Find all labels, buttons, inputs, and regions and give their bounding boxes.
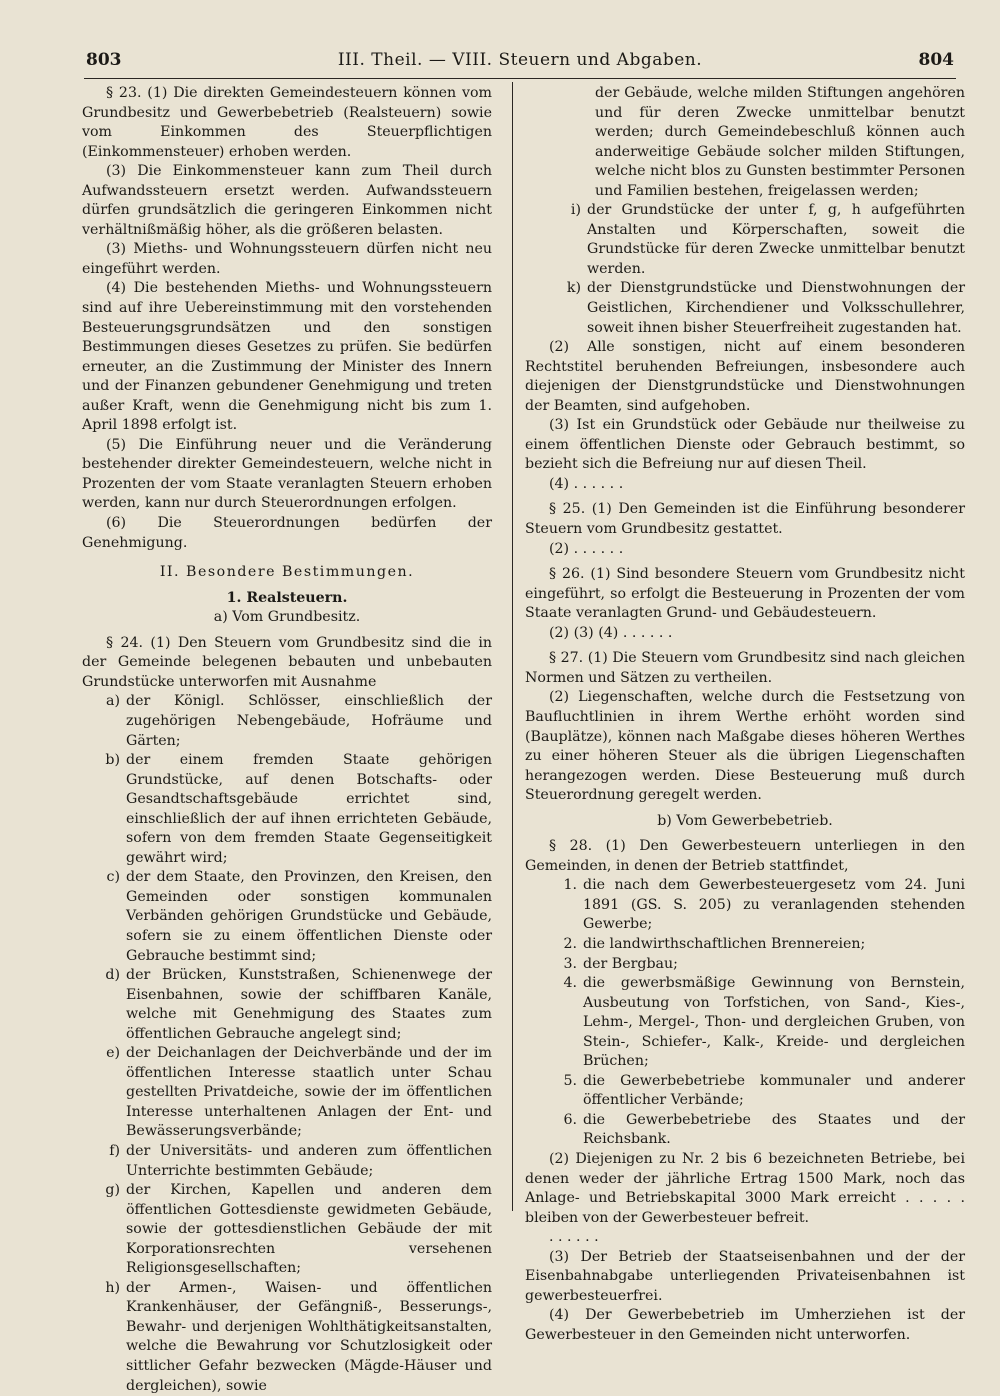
paragraph-28-3: (3) Der Betrieb der Staatseisenbahnen und der der Eisenbahnabgabe unterliegenden Privateisenbahnen ist gewerbesteuerfrei. bbox=[525, 1248, 965, 1304]
list-marker: 1. bbox=[563, 877, 577, 894]
list-marker: f) bbox=[109, 1142, 120, 1159]
paragraph-24-1: § 24. (1) Den Steuern vom Grundbesitz sind die in der Gemeinde belegenen bebauten und unbebauten Grundstücke unterworfen mit Ausnahme bbox=[82, 634, 492, 690]
list-item bbox=[525, 955, 965, 975]
right-column bbox=[525, 84, 965, 1345]
list-text: der Dienstgrundstücke und Dienstwohnungen der Geistlichen, Kirchendiener und Volksschullehrer, soweit ihnen bisher Steuerfreiheit zugestanden hat. bbox=[587, 280, 965, 336]
list-text: der Deichanlagen der Deichverbände und der im öffentlichen Interesse staatlich unter Schau gestellten Privatdeiche, sowie der im öffentlichen Interesse unterhaltenen Anlagen der Ent- und Bewässerungsverbände; bbox=[126, 1045, 492, 1140]
list-item bbox=[82, 1279, 492, 1396]
list-item bbox=[525, 935, 965, 955]
list-text: der Grundstücke der unter f, g, h aufgeführten Anstalten und Körperschaften, soweit die Grundstücke für deren Zwecke unmittelbar benutzt werden. bbox=[587, 202, 965, 277]
paragraph-24-3: (3) Ist ein Grundstück oder Gebäude nur theilweise zu einem öffentlichen Dienste oder Gebrauch bestimmt, so bezieht sich die Befreiung nur auf diesen Theil. bbox=[525, 417, 965, 473]
list-marker: 6. bbox=[563, 1111, 577, 1128]
list-text: die Gewerbebetriebe des Staates und der Reichsbank. bbox=[583, 1111, 965, 1148]
header-rule bbox=[84, 78, 956, 79]
list-marker: a) bbox=[106, 693, 120, 710]
paragraph-28-2: (2) Diejenigen zu Nr. 2 bis 6 bezeichneten Betriebe, bei denen weder der jährliche Ertrag 1500 Mark, noch das Anlage- und Betriebskapital 3000 Mark erreicht . . . . . bleiben von der Gewerbesteuer befreit. bbox=[525, 1150, 965, 1226]
list-text: der Brücken, Kunststraßen, Schienenwege der Eisenbahnen, sowie der schiffbaren Kanäle, welche mit Genehmigung des Staates zum öffentlichen Gebrauche angelegt sind; bbox=[126, 967, 492, 1042]
paragraph-27-1: § 27. (1) Die Steuern vom Grundbesitz sind nach gleichen Normen und Sätzen zu vertheilen. bbox=[525, 650, 965, 686]
list-marker: i) bbox=[570, 202, 581, 219]
list-marker: e) bbox=[106, 1045, 120, 1062]
paragraph-28-1: § 28. (1) Den Gewerbesteuern unterliegen in den Gemeinden, in denen der Betrieb stattfindet, bbox=[525, 838, 965, 874]
list-text: die landwirthschaftlichen Brennereien; bbox=[583, 935, 866, 952]
list-item bbox=[82, 1142, 492, 1181]
ellipsis: . . . . . . bbox=[549, 1229, 599, 1246]
paragraph-23-6: (6) Die Steuerordnungen bedürfen der Genehmigung. bbox=[82, 515, 492, 551]
list-continuation-h: der Gebäude, welche milden Stiftungen angehören und für deren Zwecke unmittelbar benutzt werden; durch Gemeindebeschluß können auch anderweitige Gebäude solcher milden Stiftungen, welche nicht blos zu Gunsten bestimmter Personen und Familien bestehen, freigelassen werden; bbox=[595, 85, 965, 199]
paragraph-23-5: (5) Die Einführung neuer und die Veränderung bestehender direkter Gemeindesteuern, welche nicht in Prozenten der vom Staate veranlagten Steuern erhoben werden, kann nur durch Steuerordnungen erfolgen. bbox=[82, 436, 492, 512]
list-text: die gewerbsmäßige Gewinnung von Bernstein, Ausbeutung von Torfstichen, von Sand-, Kies-, Lehm-, Mergel-, Thon- und dergleichen Gruben, von Stein-, Schiefer-, Kalk-, Kreide- und dergleichen Brüchen; bbox=[583, 975, 965, 1070]
list-item bbox=[82, 1044, 492, 1142]
paragraph-24-4: (4) . . . . . . bbox=[549, 475, 624, 492]
page-number-left: 803 bbox=[86, 50, 122, 70]
paragraph-27-2: (2) Liegenschaften, welche durch die Festsetzung von Baufluchtlinien in ihrem Werthe erhöht worden sind (Bauplätze), können nach Maßgabe dieses höheren Werthes zu einer höheren Steuer als die übrigen Liegenschaften herangezogen werden. Diese Besteuerung muß durch Steuerordnung geregelt werden. bbox=[525, 689, 965, 804]
page-number-right: 804 bbox=[918, 50, 954, 70]
list-item bbox=[525, 201, 965, 279]
paragraph-25-2: (2) . . . . . . bbox=[549, 540, 624, 557]
paragraph-26-1: § 26. (1) Sind besondere Steuern vom Grundbesitz nicht eingeführt, so erfolgt die Besteuerung in Prozenten der vom Staate veranlagten Grund- und Gebäudesteuern. bbox=[525, 566, 965, 622]
list-item bbox=[525, 1111, 965, 1150]
list-item bbox=[525, 1072, 965, 1111]
list-marker: c) bbox=[106, 869, 120, 886]
paragraph-24-2: (2) Alle sonstigen, nicht auf einem besonderen Rechtstitel beruhenden Befreiungen, insbesondere auch diejenigen der Dienstgrundstücke und Dienstwohnungen der Beamten, sind aufgehoben. bbox=[525, 339, 965, 414]
list-item bbox=[82, 1181, 492, 1279]
list-text: der Bergbau; bbox=[583, 955, 678, 972]
list-text: der Armen-, Waisen- und öffentlichen Krankenhäuser, der Gefängniß-, Besserungs-, Bewahr- und derjenigen Wohlthätigkeitsanstalten, welche die Bewahrung vor Schutzlosigkeit oder sittlicher Gefahr bezwecken (Mägde-Häuser und dergleichen), sowie bbox=[126, 1279, 492, 1394]
heading-special-provisions: II. Besondere Bestimmungen. bbox=[159, 564, 415, 581]
heading-trade: b) Vom Gewerbebetrieb. bbox=[657, 812, 833, 829]
list-item bbox=[82, 966, 492, 1044]
heading-real-taxes: 1. Realsteuern. bbox=[226, 589, 348, 606]
list-text: der einem fremden Staate gehörigen Grundstücke, auf denen Botschafts- oder Gesandtschaftsgebäude errichtet sind, einschließlich der auf ihnen errichteten Gebäude, sofern von dem fremden Staate Gegenseitigkeit gewährt wird; bbox=[126, 752, 492, 866]
paragraph-28-4: (4) Der Gewerbebetrieb im Umherziehen ist der Gewerbesteuer in den Gemeinden nicht unterworfen. bbox=[525, 1307, 965, 1343]
left-column bbox=[82, 84, 492, 1396]
list-marker: 5. bbox=[563, 1072, 577, 1089]
list-marker: 3. bbox=[563, 955, 577, 972]
list-marker: d) bbox=[105, 967, 120, 984]
list-item bbox=[525, 974, 965, 1072]
paragraph-23-2: (3) Die Einkommensteuer kann zum Theil durch Aufwandssteuern ersetzt werden. Aufwandssteuern dürfen grundsätzlich die geringeren Einkommen nicht verhältnißmäßig höher, als die größeren belasten. bbox=[82, 163, 492, 238]
running-title: III. Theil. — VIII. Steuern und Abgaben. bbox=[337, 50, 703, 70]
list-marker: k) bbox=[566, 280, 581, 297]
list-text: die Gewerbebetriebe kommunaler und anderer öffentlicher Verbände; bbox=[583, 1072, 965, 1109]
list-item bbox=[525, 876, 965, 935]
heading-land-ownership: a) Vom Grundbesitz. bbox=[213, 609, 361, 626]
paragraph-25-1: § 25. (1) Den Gemeinden ist die Einführung besonderer Steuern vom Grundbesitz gestattet. bbox=[525, 501, 965, 538]
paragraph-23-4: (4) Die bestehenden Mieths- und Wohnungssteuern sind auf ihre Uebereinstimmung mit den vorstehenden Besteuerungsgrundsätzen und den sonstigen Bestimmungen dieses Gesetzes zu prüfen. Sie bedürfen erneuter, an die Zustimmung der Minister des Innern und der Finanzen gebundener Genehmigung und treten außer Kraft, wenn die Genehmigung nicht bis zum 1. April 1898 erfolgt ist. bbox=[82, 280, 492, 434]
list-text: der Königl. Schlösser, einschließlich der zugehörigen Nebengebäude, Hofräume und Gärten; bbox=[126, 693, 492, 749]
paragraph-23-3: (3) Mieths- und Wohnungssteuern dürfen nicht neu eingeführt werden. bbox=[82, 241, 492, 277]
list-text: der Kirchen, Kapellen und anderen dem öffentlichen Gottesdienste gewidmeten Gebäude, sowie der gottesdienstlichen Gebäude der mit Korporationsrechten versehenen Religionsgesellschaften; bbox=[126, 1182, 492, 1277]
page-header bbox=[86, 50, 954, 76]
list-marker: 4. bbox=[563, 975, 577, 992]
column-divider bbox=[512, 82, 513, 1211]
list-item bbox=[82, 868, 492, 966]
paragraph-23-1: § 23. (1) Die direkten Gemeindesteuern können vom Grundbesitz und Gewerbebetrieb (Realsteuern) sowie vom Einkommen des Steuerpflichtigen (Einkommensteuer) erhoben werden. bbox=[82, 85, 492, 160]
paragraph-26-2: (2) (3) (4) . . . . . . bbox=[549, 624, 673, 641]
list-text: der dem Staate, den Provinzen, den Kreisen, den Gemeinden oder sonstigen kommunalen Verbänden gehörigen Grundstücke und Gebäude, sofern sie zu einem öffentlichen Dienste oder Gebrauche bestimmt sind; bbox=[126, 869, 492, 964]
list-marker: 2. bbox=[563, 935, 577, 952]
list-item bbox=[525, 279, 965, 338]
list-marker: h) bbox=[105, 1279, 120, 1296]
list-item bbox=[82, 751, 492, 868]
list-text: die nach dem Gewerbesteuergesetz vom 24. Juni 1891 (GS. S. 205) zu veranlagenden stehenden Gewerbe; bbox=[583, 877, 965, 933]
list-marker: b) bbox=[105, 752, 120, 769]
list-item bbox=[82, 692, 492, 751]
list-text: der Universitäts- und anderen zum öffentlichen Unterrichte bestimmten Gebäude; bbox=[126, 1142, 492, 1179]
list-marker: g) bbox=[105, 1182, 120, 1199]
